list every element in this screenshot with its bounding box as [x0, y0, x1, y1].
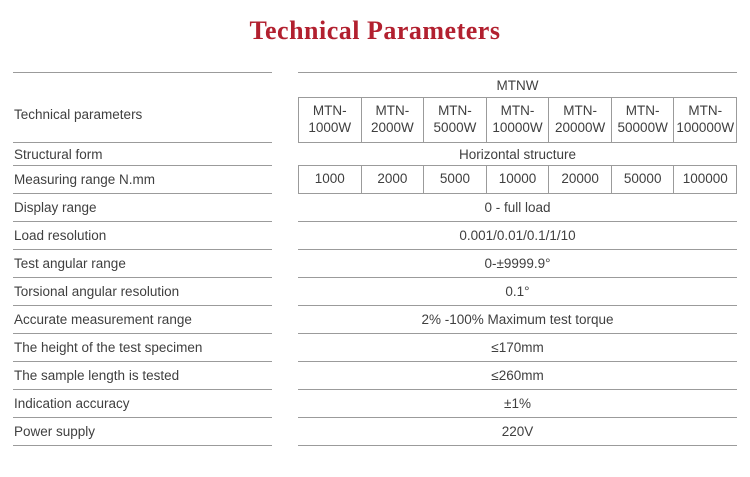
measuring-range-cell: 20000: [549, 166, 612, 193]
row-label-power-supply: Power supply: [13, 418, 272, 446]
labels-column: [13, 72, 272, 446]
page-title: Technical Parameters: [249, 16, 501, 45]
model-header-cell: MTN-1000W: [299, 98, 362, 142]
value-structural-form: Horizontal structure: [298, 143, 737, 166]
model-header-cell: MTN-50000W: [612, 98, 675, 142]
value-power-supply: 220V: [298, 418, 737, 446]
value-load-resolution: 0.001/0.01/0.1/1/10: [298, 222, 737, 250]
brand-header: MTNW: [298, 73, 737, 98]
measuring-range-cell: 2000: [362, 166, 425, 193]
measuring-range-cell: 1000: [299, 166, 362, 193]
value-accurate-measurement-range: 2% -100% Maximum test torque: [298, 306, 737, 334]
measuring-range-cell: 50000: [612, 166, 675, 193]
row-label-technical-parameters: Technical parameters: [13, 73, 272, 143]
row-label-accurate-measurement-range: Accurate measurement range: [13, 306, 272, 334]
value-indication-accuracy: ±1%: [298, 390, 737, 418]
measuring-range-cell: 10000: [487, 166, 550, 193]
model-header-cell: MTN-20000W: [549, 98, 612, 142]
model-header-cell: MTN-10000W: [487, 98, 550, 142]
row-label-sample-length: The sample length is tested: [13, 362, 272, 390]
model-header-cell: MTN-100000W: [674, 98, 737, 142]
row-label-structural-form: Structural form: [13, 143, 272, 166]
value-display-range: 0 - full load: [298, 194, 737, 222]
row-label-load-resolution: Load resolution: [13, 222, 272, 250]
model-header-cell: MTN-5000W: [424, 98, 487, 142]
row-label-indication-accuracy: Indication accuracy: [13, 390, 272, 418]
row-label-measuring-range: Measuring range N.mm: [13, 166, 272, 194]
value-specimen-height: ≤170mm: [298, 334, 737, 362]
model-header-cell: MTN-2000W: [362, 98, 425, 142]
row-label-test-angular-range: Test angular range: [13, 250, 272, 278]
measuring-range-row: [298, 166, 737, 194]
model-header-row: [298, 98, 737, 143]
value-sample-length: ≤260mm: [298, 362, 737, 390]
measuring-range-cell: 5000: [424, 166, 487, 193]
row-label-specimen-height: The height of the test specimen: [13, 334, 272, 362]
value-torsional-angular-resolution: 0.1°: [298, 278, 737, 306]
measuring-range-cell: 100000: [674, 166, 737, 193]
row-label-display-range: Display range: [13, 194, 272, 222]
value-test-angular-range: 0-±9999.9°: [298, 250, 737, 278]
values-column: [298, 72, 737, 446]
row-label-torsional-angular-resolution: Torsional angular resolution: [13, 278, 272, 306]
